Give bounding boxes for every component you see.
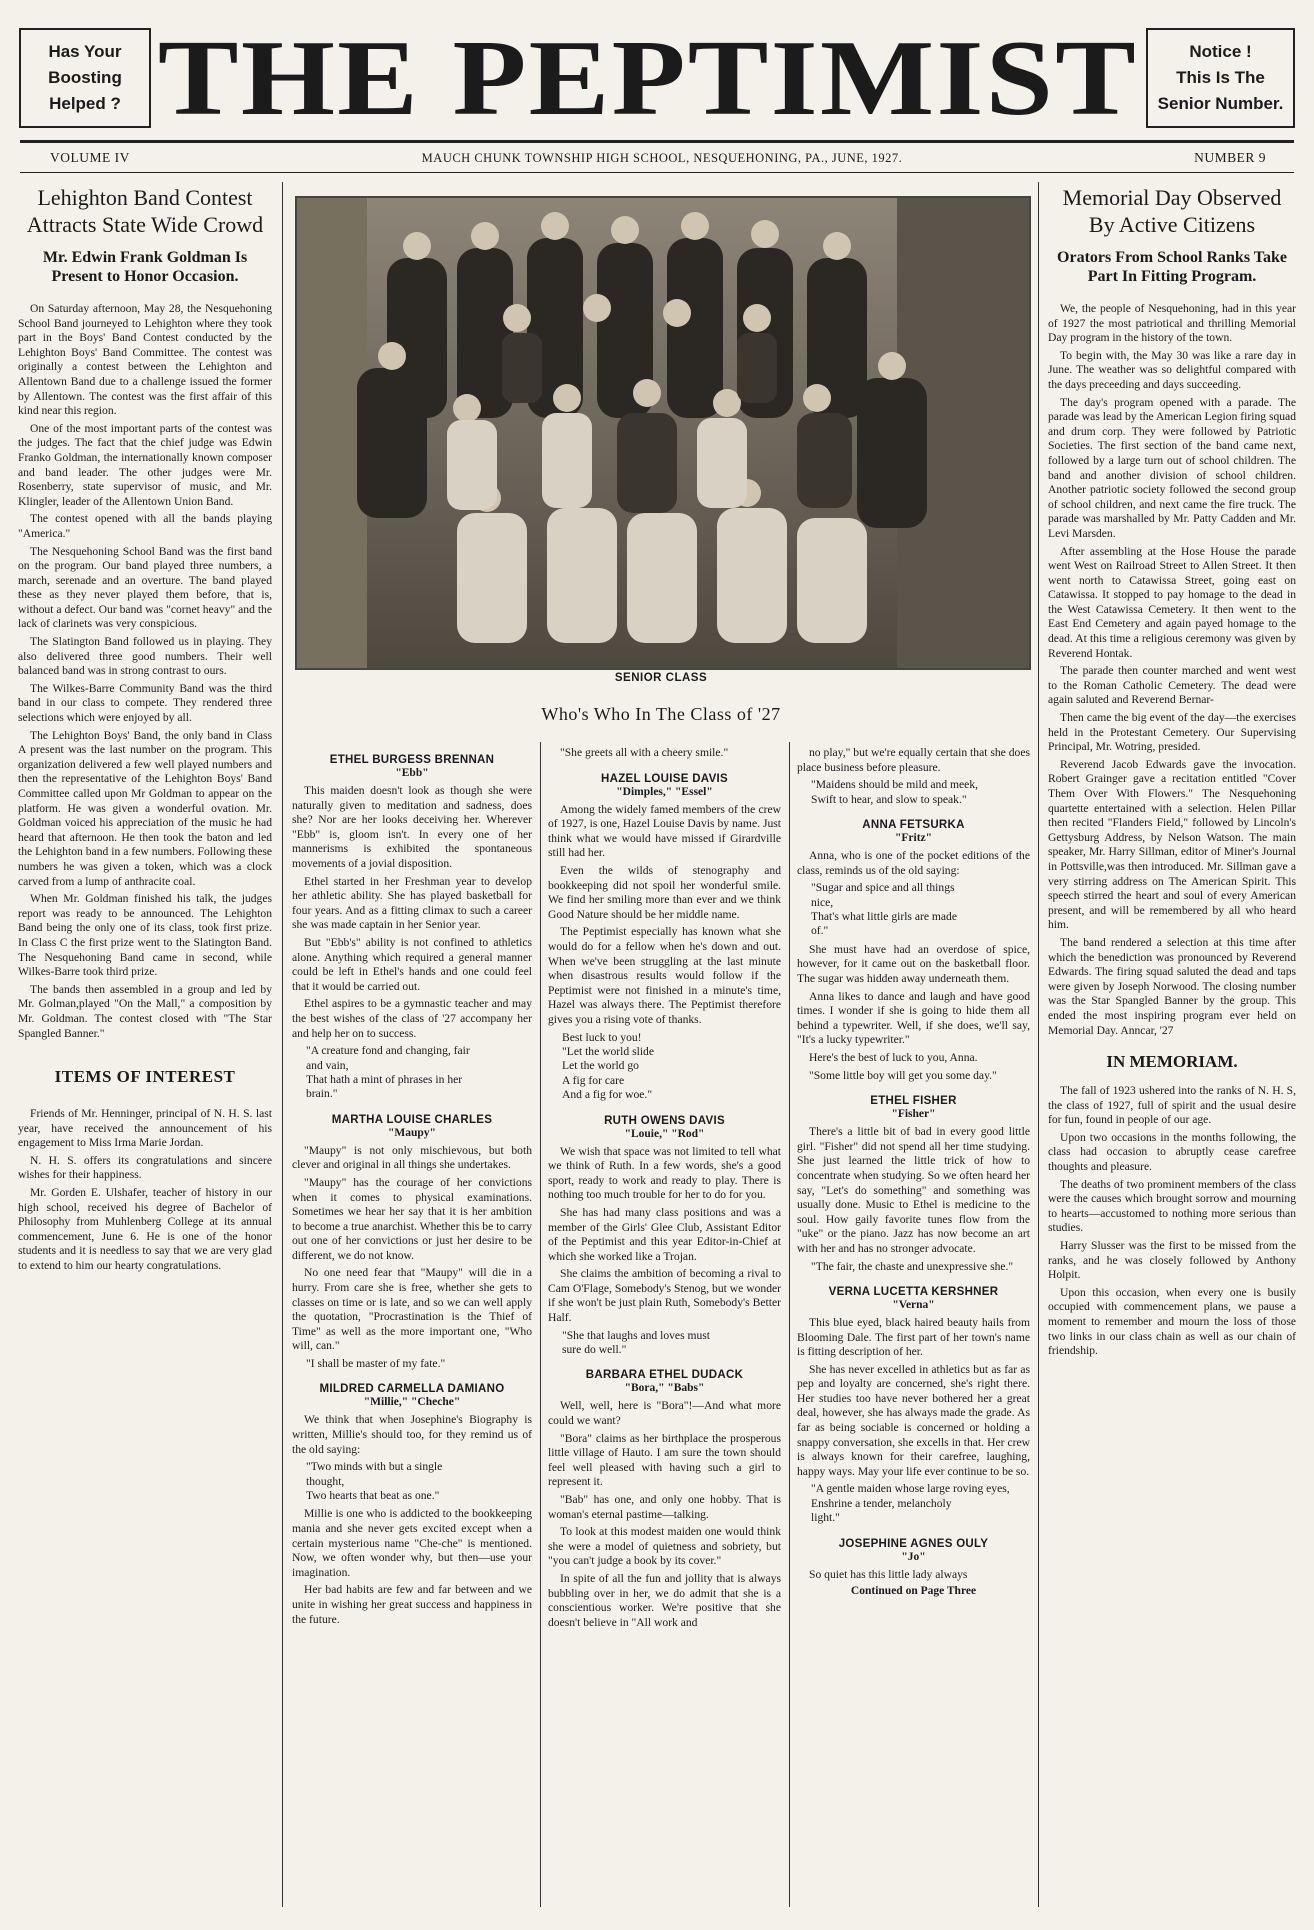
memorial-article bbox=[1048, 182, 1296, 1362]
paragraph: The fall of 1923 ushered into the ranks of N. H. S, the class of 1927, full of spirit and the usual desire for fun, found in people of our age. bbox=[1048, 1084, 1296, 1127]
paragraph: This blue eyed, black haired beauty hails from Blooming Dale. The first part of her town's name is fitting description of her. bbox=[797, 1315, 1030, 1359]
paragraph: We wish that space was not limited to tell what we think of Ruth. In a few words, she's a good sport, ready to work and ready to play. There is nothing too much trouble for her to do for you. bbox=[548, 1144, 781, 1202]
memorial-deck: Orators From School Ranks Take Part In Fitting Program. bbox=[1057, 249, 1287, 285]
paragraph: The Wilkes-Barre Community Band was the third band in our class to compete. They rendered three selections which were enjoyed by all. bbox=[18, 681, 272, 725]
paragraph: Here's the best of luck to you, Anna. bbox=[809, 1050, 978, 1064]
in-memoriam-heading: IN MEMORIAM. bbox=[1106, 1052, 1238, 1072]
paragraph: Millie is one who is addicted to the bookkeeping mania and she never gets excited except when a certain mysterious name "Che-che" is mentioned. Now, we often wonder why, but then—use your imagination. bbox=[292, 1507, 532, 1579]
paragraph: Ethel started in her Freshman year to develop her athletic ability. She has played basketball for four years. And as a fitting climax to such a career she was made captain in her Senior year. bbox=[292, 874, 532, 932]
paragraph: "Some little boy will get you some day." bbox=[809, 1068, 997, 1082]
senior-class-photo bbox=[295, 196, 1031, 670]
paragraph: She must have had an overdose of spice, however, for it came out on the basketball floor. The sugar was hidden away underneath them. bbox=[797, 942, 1030, 985]
bio-name: ETHEL FISHER bbox=[870, 1095, 957, 1108]
bio-name: RUTH OWENS DAVIS bbox=[604, 1114, 725, 1127]
paragraph: The contest opened with all the bands playing "America." bbox=[18, 512, 272, 540]
paragraph: No one need fear that "Maupy" will die in a hurry. From care she is free, whether she gets to classes on time or is late, and so we can well apply the quotation, "Procrastination is the Thief of Time" as well as the more important one, "Who will, can." bbox=[292, 1266, 532, 1353]
paragraph: The Slatington Band followed us in playing. They also delivered three good numbers. Their well balanced band was in strong contrast to ours. bbox=[18, 635, 272, 678]
items-heading: ITEMS OF INTEREST bbox=[54, 1067, 236, 1087]
paragraph: "Maupy" is not only mischievous, but both clever and original in all things she undertakes. bbox=[292, 1143, 532, 1172]
whos-who-column-2 bbox=[548, 742, 781, 1633]
paragraph: When Mr. Goldman finished his talk, the judges report was ready to be announced. The Lehighton Band being the only one of its class, took first prize. In Class C the first prize went to the Slatington Band. The Nesquehoning Band came in second, while Wilkes-Barre took third prize. bbox=[18, 892, 272, 979]
paragraph: She has had many class positions and was a member of the Girls' Glee Club, Assistant Editor of the Peptimist and this year Editor-in-Chief at which she worked like a Trojan. bbox=[548, 1205, 781, 1263]
paragraph: The Peptimist especially has known what she would do for a fellow when he's down and out. When we've been struggling at the last minute when disastrous results would follow if the Peptimist were not finished in a minute's time, Hazel was always there. The Peptimist therefore gives you a rising vote of thanks. bbox=[548, 925, 781, 1026]
ear-right-box bbox=[1146, 28, 1295, 128]
paragraph: no play," but we're equally certain that she does place business before pleasure. bbox=[797, 746, 1030, 774]
bio-nickname: "Fisher" bbox=[891, 1108, 936, 1121]
paragraph: Well, well, here is "Bora"!—And what more could we want? bbox=[548, 1399, 781, 1428]
paragraph: Ethel aspires to be a gymnastic teacher and may the best wishes of the class of '27 accompany her and help her on to success. bbox=[292, 997, 532, 1040]
verse: Best luck to you! "Let the world slide Let the world go A fig for care And a fig for woe." bbox=[562, 1030, 654, 1102]
paragraph: Anna likes to dance and laugh and have good times. I wonder if she is going to hide them all behind a typewriter. Well, if she does, we'll say, "It's a lucky typewriter." bbox=[797, 989, 1030, 1047]
bio-name: ANNA FETSURKA bbox=[862, 819, 965, 831]
bio-nickname: "Jo" bbox=[901, 1550, 926, 1563]
paragraph: Upon two occasions in the months following, the class had occasion to abruptly cease carefree thoughts and pleasure. bbox=[1048, 1130, 1296, 1174]
bio-nickname: "Ebb" bbox=[395, 767, 429, 779]
verse: "Two minds with but a single thought, Two hearts that beat as one." bbox=[306, 1460, 443, 1503]
bio-name: MARTHA LOUISE CHARLES bbox=[331, 1113, 493, 1126]
memorial-body bbox=[1048, 302, 1296, 1038]
bio-nickname: "Maupy" bbox=[388, 1126, 436, 1139]
bio-nickname: "Bora," "Babs" bbox=[624, 1382, 705, 1395]
bio-name: HAZEL LOUISE DAVIS bbox=[600, 772, 728, 785]
paragraph: The Lehighton Boys' Band, the only band in Class A present was the last number on the program. This organization delivered a few well played numbers and then the representative of the Lehighton Boys' Band Committee called upon Mr Goldman to appear on the platform. He was given a wonderful ovation. Mr. Goldman voiced his appreciation of the music he had heard that afternoon. He then took the baton and led the Lehighton band in a few numbers. Following these numbers he was given a token, which was a clock carved from a lump of anthracite coal. bbox=[18, 728, 272, 888]
items-body bbox=[18, 1107, 272, 1274]
whos-who-column-1 bbox=[292, 742, 532, 1630]
photo-figures bbox=[297, 198, 1029, 668]
paragraph: Mr. Gorden E. Ulshafer, teacher of history in our high school, received his degree of Bachelor of Philosophy from Muhlenberg College at its annual commencement, June 6. He is one of the honor students and it is needless to say that we are very glad to extend to him our hearty congratulations. bbox=[18, 1186, 272, 1273]
paragraph: Reverend Jacob Edwards gave the invocation. Robert Grainger gave a recitation entitled "Cover Them Over With Flowers." The Nesquehoning quartette entertained with a selection. Helen Pillar then recited "Flanders Field," followed by Lincoln's Gettysburg Address, by Nelson Watson. The main speaker, Mr. Harry Sillman, editor of Miner's Journal in Pottsville,was then introduced. Mr. Sillman gave a very stirring address on The American Spirit. This speech stirred the heart and soul of every American present, and will be remembered by all who heard him. bbox=[1048, 757, 1296, 932]
paragraph: To begin with, the May 30 was like a rare day in June. The weather was so delightful compared with the days preceeding and days succeeding. bbox=[1048, 348, 1296, 391]
bio-name: VERNA LUCETTA KERSHNER bbox=[828, 1285, 999, 1298]
paragraph: So quiet has this little lady always bbox=[809, 1567, 968, 1581]
paragraph: "Maupy" has the courage of her convictions when it comes to physical examinations. Sometimes we hear her say that it is her ambition to become a true anarchist. Whether this be to carry out one of her convictions or just her desire to be different, we do not know. bbox=[292, 1175, 532, 1262]
paragraph: N. H. S. offers its congratulations and sincere wishes for their happiness. bbox=[18, 1153, 272, 1182]
paragraph: After assembling at the Hose House the parade went West on Railroad Street to Allen Street. It then went north to Catawissa Street, going east on Catawissa. It stopped to pay homage to the dead in the West Catawissa Cemetery. It then went to the East End Cemetery and again payed homage to the dead. At this time a religious ceremony was given by Reverend Hontak. bbox=[1048, 544, 1296, 660]
paragraph: The day's program opened with a parade. The parade was lead by the American Legion firing squad and drum corp. They were followed by Patriotic Societies. The first section of the band came next, followed by a large turn out of school children. The band and another division of school children. Another patriotic society followed the second group of school children, and next came the fire truck. The parade was marshalled by Mr. Patty Cadden and Mr. Levi Marsden. bbox=[1048, 395, 1296, 540]
photo-caption: SENIOR CLASS bbox=[614, 672, 708, 684]
verse: "I shall be master of my fate." bbox=[306, 1357, 446, 1371]
paragraph: "Bora" claims as her birthplace the prosperous little village of Hauto. I am sure the town should feel well pleased with having such a girl to represent it. bbox=[548, 1431, 781, 1489]
ear-left-box bbox=[19, 28, 151, 128]
paragraph: We think that when Josephine's Biography is written, Millie's should too, for they remind us of the old saying: bbox=[292, 1413, 532, 1456]
whos-who-heading: Who's Who In The Class of '27 bbox=[541, 704, 781, 724]
paragraph: The parade then counter marched and went west to the Roman Catholic Cemetery. The dead were again saluted and Reverend Bernar- bbox=[1048, 664, 1296, 707]
band-article bbox=[18, 182, 272, 1277]
newspaper-page bbox=[14, 14, 1300, 1916]
bio-name: BARBARA ETHEL DUDACK bbox=[585, 1369, 744, 1382]
paragraph: In spite of all the fun and jollity that is always bubbling over in her, we do admit that she is a conscientious worker. We're positive that she doesn't believe in "All work and bbox=[548, 1572, 781, 1629]
bio-nickname: "Millie," "Cheche" bbox=[363, 1396, 461, 1409]
paragraph: On Saturday afternoon, May 28, the Nesquehoning School Band journeyed to Lehighton where they took part in the Boys' Band Contest conducted by the Lehighton Boys' Band Committee. The contest was originally a contest between the Lehighton and Allentown Band due to a challenge issued the former by Allentown. The contest was the first affair of this kind near this region. bbox=[18, 302, 272, 418]
memorial-headline: Memorial Day Observed By Active Citizens bbox=[1062, 185, 1282, 237]
paragraph: Her bad habits are few and far between and we unite in wishing her great success and happiness in the future. bbox=[292, 1583, 532, 1626]
verse: "She that laughs and loves must sure do well." bbox=[562, 1328, 711, 1357]
paragraph: The Nesquehoning School Band was the first band on the program. Our band played three numbers, a march, serenade and an overture. The band played these as they never played them before, that is, without a defect. Our band was "cornet heavy" and the lack of clarinets was very conspicious. bbox=[18, 544, 272, 631]
continued-notice: Continued on Page Three bbox=[850, 1585, 977, 1598]
masthead-rule-bottom bbox=[20, 172, 1294, 173]
paragraph: We, the people of Nesquehoning, had in this year of 1927 the most patriotical and thrilling Memorial Day program in the history of the town. bbox=[1048, 302, 1296, 345]
ear-left-text: Has Your Boosting Helped ? bbox=[48, 42, 122, 113]
column-rule bbox=[282, 182, 283, 1907]
masthead-rule-top bbox=[20, 140, 1294, 143]
paragraph: The band rendered a selection at this time after which the benediction was pronounced by Reverend Edwards. The firing squad saluted the dead and taps were given by Joseph Norwood. The closing number was the Star Spangled Banner by the group. This ended the most inspiring program ever held on Memorial Day. Anncar, '27 bbox=[1048, 935, 1296, 1037]
paragraph: Among the widely famed members of the crew of 1927, is one, Hazel Louise Davis by name. Just think what we would have missed if Girardville still had her. bbox=[548, 802, 781, 860]
column-rule bbox=[1038, 182, 1039, 1907]
paragraph: This maiden doesn't look as though she were naturally given to meditation and sadness, does she? Nor are her looks deceiving her. Wherever "Ebb" is, gloom isn't. In every one of her mannerisms is exhibited the spontaneous movements of a jovial disposition. bbox=[292, 784, 532, 870]
verse: "The fair, the chaste and unexpressive she." bbox=[811, 1259, 1014, 1273]
paragraph: There's a little bit of bad in every good little girl. "Fisher" did not spend all her time studying. She just learned the little trick of how to concentrate when studying. So we often heard her say, "Let's do something" and something was usually done. Music to Ethel is medicine to the soul. How gaily favorite tunes flow from the "uke" or the piano. Jazz has now become an art with her and has no stronger advocate. bbox=[797, 1125, 1030, 1255]
verse: "Maidens should be mild and meek, Swift to hear, and slow to speak." bbox=[811, 778, 979, 806]
paragraph: "Bab" has one, and only one hobby. That is woman's eternal pastime—talking. bbox=[548, 1493, 781, 1521]
band-body bbox=[18, 302, 272, 1041]
column-rule bbox=[540, 742, 541, 1907]
band-deck: Mr. Edwin Frank Goldman Is Present to Honor Occasion. bbox=[42, 249, 248, 285]
paragraph: One of the most important parts of the contest was the judges. The fact that the chief judge was Edwin Franko Goldman, the internationally known composer and band leader. The other judges were Mr. Rosenberry, state supervisor of music, and Mr. Klingler, leader of the Allentown Union Band. bbox=[18, 421, 272, 508]
bio-nickname: "Louie," "Rod" bbox=[624, 1127, 705, 1140]
paragraph: Then came the big event of the day—the exercises held in the Protestant Cemetery. Our Supervising Principal, Mr. Wotring, presided. bbox=[1048, 711, 1296, 754]
paragraph: She has never excelled in athletics but as far as pep and loyalty are concerned, she's right there. Her studies too have never bothered her a great deal, however, she has always made the grade. As far as being sociable is concerned or holding a snappy conversation, she excells in that. Her crew is always known for their carefree, laughing, happy ways. May your life ever continue to be so. bbox=[797, 1362, 1030, 1478]
ear-right-text: Notice ! This Is The Senior Number. bbox=[1157, 42, 1284, 113]
verse: "Sugar and spice and all things nice, That's what little girls are made of." bbox=[811, 881, 957, 938]
paragraph: The bands then assembled in a group and led by Mr. Golman,played "On the Mall," a composition by Mr. Goldman. The contest closed with "The Star Spangled Banner." bbox=[18, 982, 272, 1040]
verse: "A creature fond and changing, fair and vain, That hath a mint of phrases in her brain." bbox=[306, 1044, 470, 1101]
volume-label: VOLUME IV bbox=[50, 150, 130, 165]
paragraph: But "Ebb's" ability is not confined to athletics alone. Anything which required a general manner could be left in Ethel's hands and one could feel that it would be carried out. bbox=[292, 935, 532, 993]
paragraph: She claims the ambition of becoming a rival to Cam O'Flage, Somebody's Stenog, but we wonder if she won't be just plain Ruth, Somebody's Better Half. bbox=[548, 1267, 781, 1325]
paragraph: Friends of Mr. Henninger, principal of N. H. S. last year, have received the announcement of his engagement to Miss Irma Marie Jordan. bbox=[18, 1107, 272, 1150]
paragraph: Harry Slusser was the first to be missed from the ranks, and he was closely followed by Anthony Holpit. bbox=[1048, 1239, 1296, 1282]
column-rule bbox=[789, 742, 790, 1907]
paragraph: Even the wilds of stenography and bookkeeping did not spoil her wonderful smile. We find her smiling more than ever and we think Good Nature should be her middle name. bbox=[548, 863, 781, 921]
bio-name: ETHEL BURGESS BRENNAN bbox=[329, 754, 495, 766]
paragraph: To look at this modest maiden one would think she were a model of quietness and sobriety, but "you can't judge a book by its cover." bbox=[548, 1525, 781, 1568]
verse: "A gentle maiden whose large roving eyes, Enshrine a tender, melancholy light." bbox=[811, 1482, 1010, 1525]
masthead-title: THE PEPTIMIST bbox=[157, 19, 1139, 138]
dateline: MAUCH CHUNK TOWNSHIP HIGH SCHOOL, NESQUEHONING, PA., JUNE, 1927. bbox=[421, 150, 903, 165]
paragraph: Anna, who is one of the pocket editions of the class, reminds us of the old saying: bbox=[797, 849, 1030, 877]
paragraph: Upon this occasion, when every one is busily occupied with commencement plans, we pause a moment to remember and mourn the loss of those two links in our class chain as well as our chain of friendship. bbox=[1048, 1285, 1296, 1358]
bio-nickname: "Fritz" bbox=[894, 832, 933, 844]
paragraph: "She greets all with a cheery smile." bbox=[560, 746, 729, 759]
whos-who-column-3 bbox=[797, 742, 1030, 1597]
bio-name: JOSEPHINE AGNES OULY bbox=[838, 1537, 989, 1550]
issue-number: NUMBER 9 bbox=[1194, 150, 1266, 165]
bio-name: MILDRED CARMELLA DAMIANO bbox=[319, 1383, 505, 1396]
bio-nickname: "Dimples," "Essel" bbox=[616, 785, 713, 798]
paragraph: The deaths of two prominent members of the class were the causes which brought sorrow and mourning to hearts—accustomed to nothing more serious than studies. bbox=[1048, 1177, 1296, 1235]
in-memoriam-body bbox=[1048, 1084, 1296, 1359]
bio-nickname: "Verna" bbox=[892, 1298, 935, 1311]
band-headline: Lehighton Band Contest Attracts State Wide Crowd bbox=[26, 185, 264, 237]
folio-line bbox=[20, 148, 1294, 168]
